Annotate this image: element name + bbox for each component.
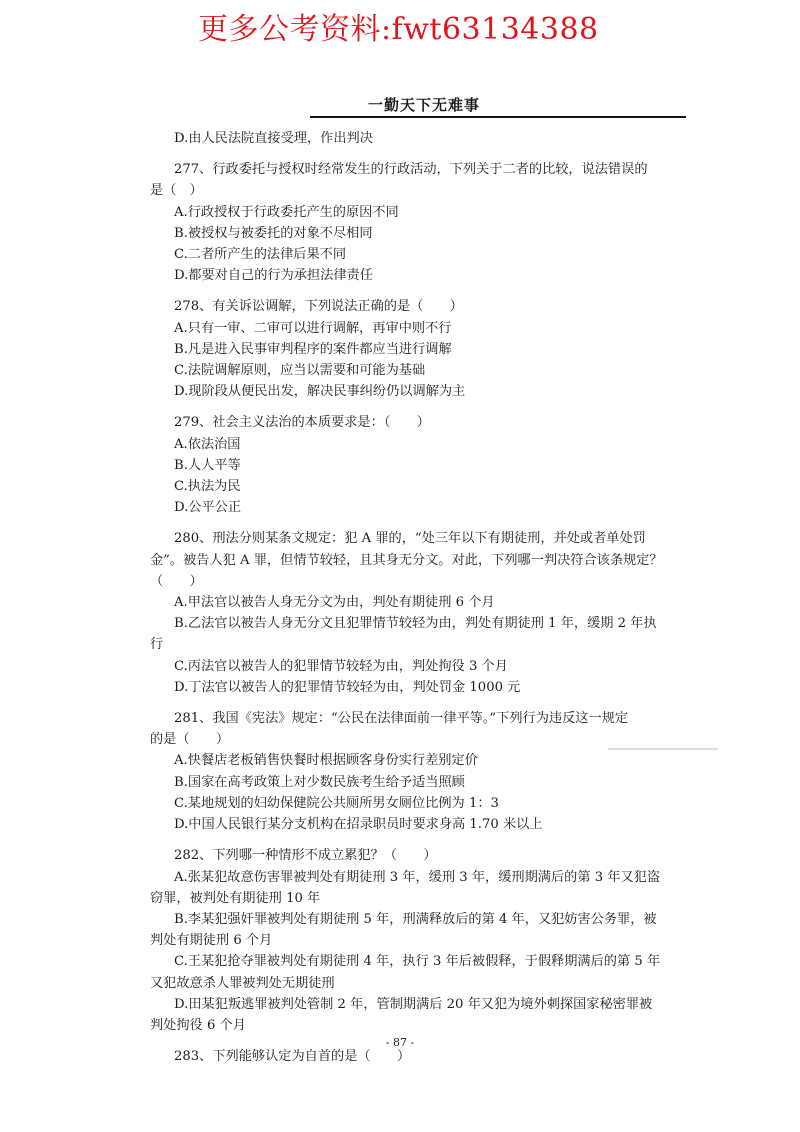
answer-option: D.现阶段从便民出发，解决民事纠纷仍以调解为主 (174, 384, 466, 400)
question-stem: 278、有关诉讼调解，下列说法正确的是（ ） (174, 299, 463, 315)
question-stem: 280、刑法分则某条文规定：犯 A 罪的，“处三年以下有期徒刑，并处或者单处罚 (174, 531, 646, 547)
answer-option: B.乙法官以被告人身无分文且犯罪情节较轻为由，判处有期徒刑 1 年，缓期 2 年执 (174, 616, 657, 632)
question-list (150, 159, 690, 1067)
watermark-text: 更多公考资料:fwt63134388 (198, 12, 599, 47)
question-stem: 是（ ） (150, 183, 203, 199)
answer-option: A.只有一审、二审可以进行调解，再审中则不行 (174, 320, 452, 336)
answer-option: C.执法为民 (174, 479, 241, 495)
answer-option: D.都要对自己的行为承担法律责任 (174, 268, 373, 284)
option-continuation: 又犯故意杀人罪被判处无期徒刑 (150, 975, 335, 991)
option-continuation: 行 (150, 637, 164, 653)
question-stem: 282、下列哪一种情形不成立累犯？（ ） (174, 848, 437, 864)
page-number: - 87 - (385, 1036, 415, 1049)
question-stem: 279、社会主义法治的本质要求是：（ ） (174, 415, 430, 431)
question-stem: 281、我国《宪法》规定：“公民在法律面前一律平等。”下列行为违反这一规定 (174, 711, 629, 727)
question-stem: 277、行政委托与授权时经常发生的行政活动，下列关于二者的比较，说法错误的 (174, 162, 648, 178)
question-block (150, 708, 690, 835)
option-d-carryover: D.由人民法院直接受理，作出判决 (174, 131, 373, 146)
answer-option: C.法院调解原则，应当以需要和可能为基础 (174, 363, 426, 379)
question-stem: （ ） (150, 573, 203, 589)
answer-option: D.公平公正 (174, 500, 242, 516)
question-stem: 的是（ ） (150, 732, 230, 748)
answer-option: B.被授权与被委托的对象不尽相同 (174, 225, 373, 241)
answer-option: C.某地规划的妇幼保健院公共厕所男女厕位比例为 1：3 (174, 795, 499, 811)
answer-option: C.丙法官以被告人的犯罪情节较轻为由，判处拘役 3 个月 (174, 658, 508, 674)
running-header-title: 一勤天下无难事 (368, 96, 481, 114)
answer-option: D.田某犯叛逃罪被判处管制 2 年，管制期满后 20 年又犯为境外刺探国家秘密罪被 (174, 996, 653, 1012)
question-stem: 金”。被告人犯 A 罪，但情节较轻，且其身无分文。对此，下列哪一判决符合该条规定？ (150, 552, 663, 568)
answer-option: D.丁法官以被告人的犯罪情节较轻为由，判处罚金 1000 元 (174, 679, 521, 695)
answer-option: B.人人平等 (174, 457, 241, 473)
option-continuation: 判处有期徒刑 6 个月 (150, 933, 273, 949)
question-block (150, 845, 690, 1036)
question-block (150, 159, 690, 286)
answer-option: A.行政授权于行政委托产生的原因不同 (174, 204, 399, 220)
header-rule (310, 116, 686, 118)
answer-option: C.王某犯抢夺罪被判处有期徒刑 4 年，执行 3 年后被假释，于假释期满后的第 5 年 (174, 954, 661, 970)
page-body (150, 128, 690, 1067)
question-block (150, 1046, 690, 1067)
answer-option: B.国家在高考政策上对少数民族考生给予适当照顾 (174, 774, 465, 790)
answer-option: B.李某犯强奸罪被判处有期徒刑 5 年，刑满释放后的第 4 年，又犯妨害公务罪，被 (174, 911, 657, 927)
option-continuation: 判处拘役 6 个月 (150, 1017, 246, 1033)
answer-option: A.甲法官以被告人身无分文为由，判处有期徒刑 6 个月 (174, 595, 495, 611)
answer-option: C.二者所产生的法律后果不同 (174, 247, 347, 263)
question-block (150, 528, 690, 698)
answer-option: D.中国人民银行某分支机构在招录职员时要求身高 1.70 米以上 (174, 817, 543, 833)
answer-option: A.张某犯故意伤害罪被判处有期徒刑 3 年，缓刑 3 年，缓刑期满后的第 3 年又犯盗 (174, 869, 661, 885)
option-continuation: 窃罪，被判处有期徒刑 10 年 (150, 890, 321, 906)
answer-option: A.依法治国 (174, 436, 241, 452)
answer-option: B.凡是进入民事审判程序的案件都应当进行调解 (174, 341, 452, 357)
question-block (150, 296, 690, 402)
question-stem: 283、下列能够认定为自首的是（ ） (174, 1049, 411, 1065)
answer-option: A.快餐店老板销售快餐时根据顾客身份实行差别定价 (174, 753, 478, 769)
question-block (150, 412, 690, 518)
